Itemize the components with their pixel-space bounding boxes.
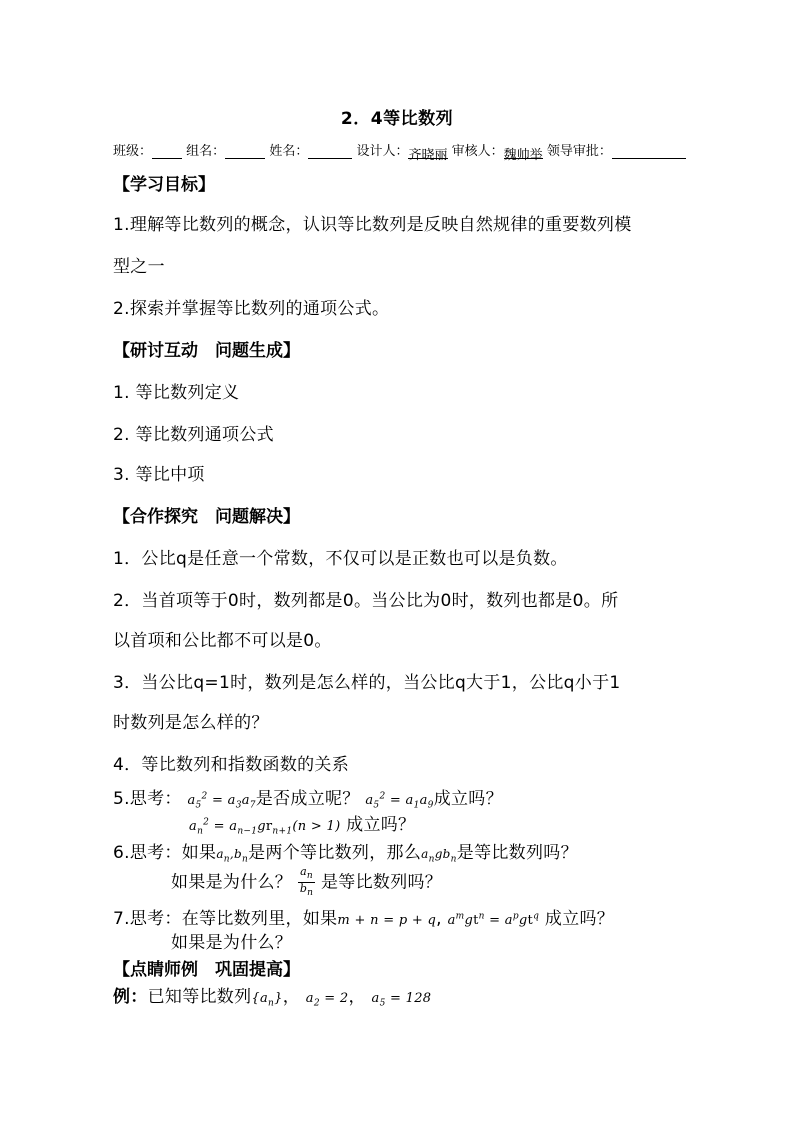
example-text: 已知等比数列 xyxy=(147,987,252,1007)
formula-seq-an: $\{a_n\}$ xyxy=(251,991,283,1009)
formula-power-product: $a^mgt^n = a^pgt^q$ xyxy=(447,911,540,928)
section-interact-heading: 【研讨互动 问题生成】 xyxy=(113,341,300,361)
leader-blank xyxy=(612,144,686,159)
formula-a2-eq-2: $a_2 = 2$ xyxy=(305,991,349,1009)
think-5-line-2-text: 成立吗？ xyxy=(346,815,416,835)
formula-an-g-bn: $a_ngb_n$ xyxy=(421,847,457,865)
think-6-text-1: 是两个等比数列，那么 xyxy=(248,843,422,863)
think-5-prefix: 5.思考： xyxy=(113,789,182,809)
think-6-line-2-b: 是等比数列吗？ xyxy=(321,872,443,893)
leader-label: 领导审批： xyxy=(546,144,612,159)
think-7-line-1: 7.思考：在等比数列里，如果m + n = p + q, $a^mgt^n = a^pgt^q$ 成立吗？ xyxy=(113,909,615,929)
goal-1-line-2: 型之一 xyxy=(113,257,165,277)
think-7-text: 成立吗？ xyxy=(544,909,615,929)
example-line: 例：已知等比数列$\{a_n\}$， $a_2 = 2$， $a_5 = 128$ xyxy=(113,987,432,1009)
example-label: 例： xyxy=(113,987,148,1007)
header-info-line xyxy=(113,140,686,163)
class-blank xyxy=(152,144,182,159)
think-7-prefix: 7.思考：在等比数列里，如果 xyxy=(113,909,338,929)
class-label: 班级： xyxy=(113,144,153,159)
think-5-line-2 xyxy=(189,810,415,837)
formula-a5-eq-128: $a_5 = 128$ xyxy=(371,991,432,1009)
formula-an-bn: $a_n,b_n$ xyxy=(216,847,249,865)
formula-an-over-bn: $\frac{a_n}{b_n}$ xyxy=(299,865,314,899)
formula-an-sq-general: $a_n^2 = a_{n-1}gr_{n+1}(n > 1)$ xyxy=(189,817,341,837)
think-6-text-2: 是等比数列吗？ xyxy=(456,843,578,863)
page-title: 2．4等比数列 xyxy=(340,109,454,129)
designer-label: 设计人： xyxy=(356,144,409,159)
section-coop-heading: 【合作探究 问题解决】 xyxy=(113,507,300,527)
think-6-line-2-a: 如果是为什么？ xyxy=(171,872,293,893)
think-7-line-2: 如果是为什么？ xyxy=(171,933,293,953)
name-blank xyxy=(308,144,352,159)
think-5-line-1 xyxy=(113,784,503,811)
coop-item-4: 4．等比数列和指数函数的关系 xyxy=(113,755,350,775)
formula-a5-sq-a1a9: $a_5^2 = a_1a_9$ xyxy=(365,791,434,811)
think-6-line-1 xyxy=(113,838,578,864)
coop-item-2-line-2: 以首项和公比都不可以是0。 xyxy=(113,631,332,651)
interact-item-3: 3. 等比中项 xyxy=(113,465,205,485)
interact-item-2: 2. 等比数列通项公式 xyxy=(113,425,274,445)
group-label: 组名： xyxy=(186,144,226,159)
coop-item-1: 1．公比q是任意一个常数，不仅可以是正数也可以是负数。 xyxy=(113,549,568,569)
think-5-text-2: 成立吗？ xyxy=(433,789,503,809)
think-5-text-1: 是否成立呢？ xyxy=(255,789,360,809)
formula-m-n-p-q: m + n = p + q xyxy=(337,913,437,928)
section-example-heading: 【点睛师例 巩固提高】 xyxy=(113,960,300,980)
coop-item-2-line-1: 2．当首项等于0时，数列都是0。当公比为0时，数列也都是0。所 xyxy=(113,591,619,611)
think-6-prefix: 6.思考：如果 xyxy=(113,843,217,863)
reviewer-label: 审核人： xyxy=(451,144,504,159)
section-goals-heading: 【学习目标】 xyxy=(113,175,215,195)
reviewer-name: 魏帅举 xyxy=(504,144,543,159)
group-blank xyxy=(225,144,265,159)
goal-2: 2.探索并掌握等比数列的通项公式。 xyxy=(113,299,390,319)
goal-1-line-1: 1.理解等比数列的概念，认识等比数列是反映自然规律的重要数列模 xyxy=(113,215,632,235)
designer-name: 齐晓丽 xyxy=(408,144,447,159)
think-6-line-2 xyxy=(171,866,442,899)
coop-item-3-line-1: 3．当公比q=1时，数列是怎么样的，当公比q大于1，公比q小于1 xyxy=(113,673,621,693)
interact-item-1: 1. 等比数列定义 xyxy=(113,383,240,403)
coop-item-3-line-2: 时数列是怎么样的？ xyxy=(113,713,269,733)
name-label: 姓名： xyxy=(269,144,309,159)
formula-a5-sq-a3a7: $a_5^2 = a_3a_7$ xyxy=(187,791,256,811)
